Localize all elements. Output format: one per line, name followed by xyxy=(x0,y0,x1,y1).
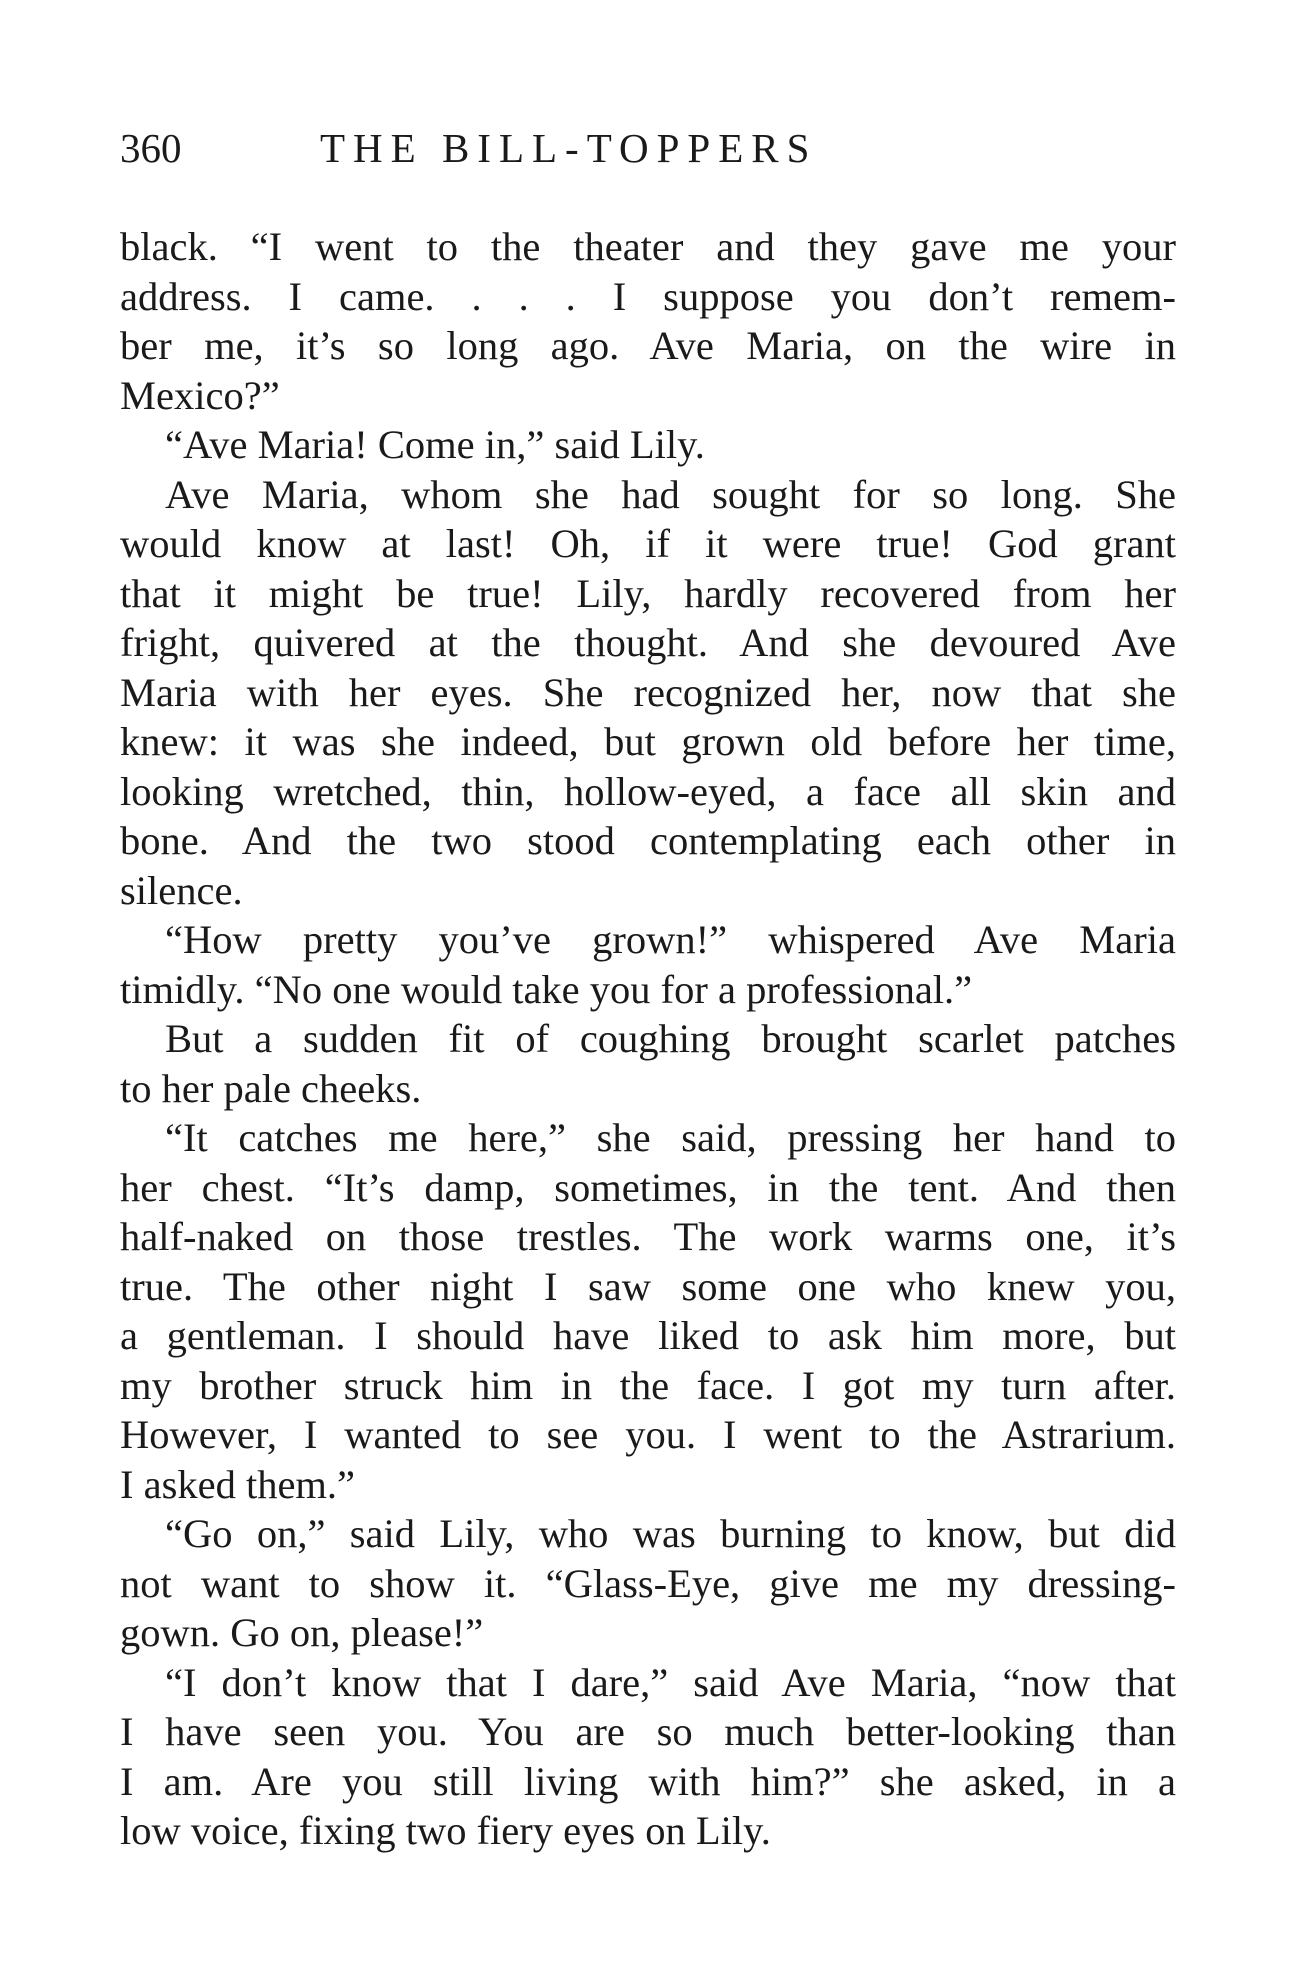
text-line: address. I came. . . . I suppose you don’t remem- xyxy=(120,273,1176,319)
text-line: half-naked on those trestles. The work warms one, it’s xyxy=(120,1214,1176,1259)
text-line: But a sudden fit of coughing brought scarlet patches xyxy=(165,1016,1176,1061)
text-line: Maria with her eyes. She recognized her, now that she xyxy=(120,669,1176,715)
text-line: silence. xyxy=(120,867,243,913)
text-line: my brother struck him in the face. I got my turn after. xyxy=(120,1362,1176,1408)
text-line: gown. Go on, please!” xyxy=(120,1610,484,1655)
text-line: to her pale cheeks. xyxy=(120,1065,422,1111)
text-line: would know at last! Oh, if it were true! God grant xyxy=(120,521,1176,566)
text-line: I asked them.” xyxy=(120,1461,356,1507)
text-line: “Ave Maria! Come in,” said Lily. xyxy=(165,422,705,467)
body-text xyxy=(120,222,1176,1856)
text-line: Ave Maria, whom she had sought for so long. She xyxy=(165,471,1176,517)
text-line: ber me, it’s so long ago. Ave Maria, on the wire in xyxy=(120,323,1176,368)
text-line: I have seen you. You are so much better-looking than xyxy=(120,1709,1176,1754)
text-line: Mexico?” xyxy=(120,372,280,418)
text-line: a gentleman. I should have liked to ask him more, but xyxy=(120,1313,1176,1358)
book-title: THE BILL-TOPPERS xyxy=(320,125,818,171)
text-line: looking wretched, thin, hollow-eyed, a face all skin and xyxy=(120,768,1176,814)
text-line: “It catches me here,” she said, pressing her hand to xyxy=(165,1115,1176,1160)
running-head xyxy=(120,118,1180,178)
text-line: “Go on,” said Lily, who was burning to know, but did xyxy=(165,1511,1176,1556)
text-line: her chest. “It’s damp, sometimes, in the tent. And then xyxy=(120,1164,1176,1210)
text-line: fright, quivered at the thought. And she devoured Ave xyxy=(120,620,1176,665)
text-line: knew: it was she indeed, but grown old before her time, xyxy=(120,719,1176,764)
text-line: timidly. “No one would take you for a professional.” xyxy=(120,966,973,1012)
text-line: black. “I went to the theater and they gave me your xyxy=(120,224,1176,269)
page-number: 360 xyxy=(120,125,182,171)
text-line: However, I wanted to see you. I went to the Astrarium. xyxy=(120,1412,1176,1457)
text-line: not want to show it. “Glass-Eye, give me my dressing- xyxy=(120,1560,1176,1606)
text-line: that it might be true! Lily, hardly recovered from her xyxy=(120,570,1176,616)
text-line: I am. Are you still living with him?” she asked, in a xyxy=(120,1758,1176,1804)
text-line: low voice, fixing two fiery eyes on Lily. xyxy=(120,1808,771,1853)
text-line: bone. And the two stood contemplating each other in xyxy=(120,818,1176,863)
text-line: “I don’t know that I dare,” said Ave Maria, “now that xyxy=(165,1659,1176,1705)
text-line: true. The other night I saw some one who knew you, xyxy=(120,1263,1176,1309)
text-line: “How pretty you’ve grown!” whispered Ave Maria xyxy=(165,917,1176,962)
